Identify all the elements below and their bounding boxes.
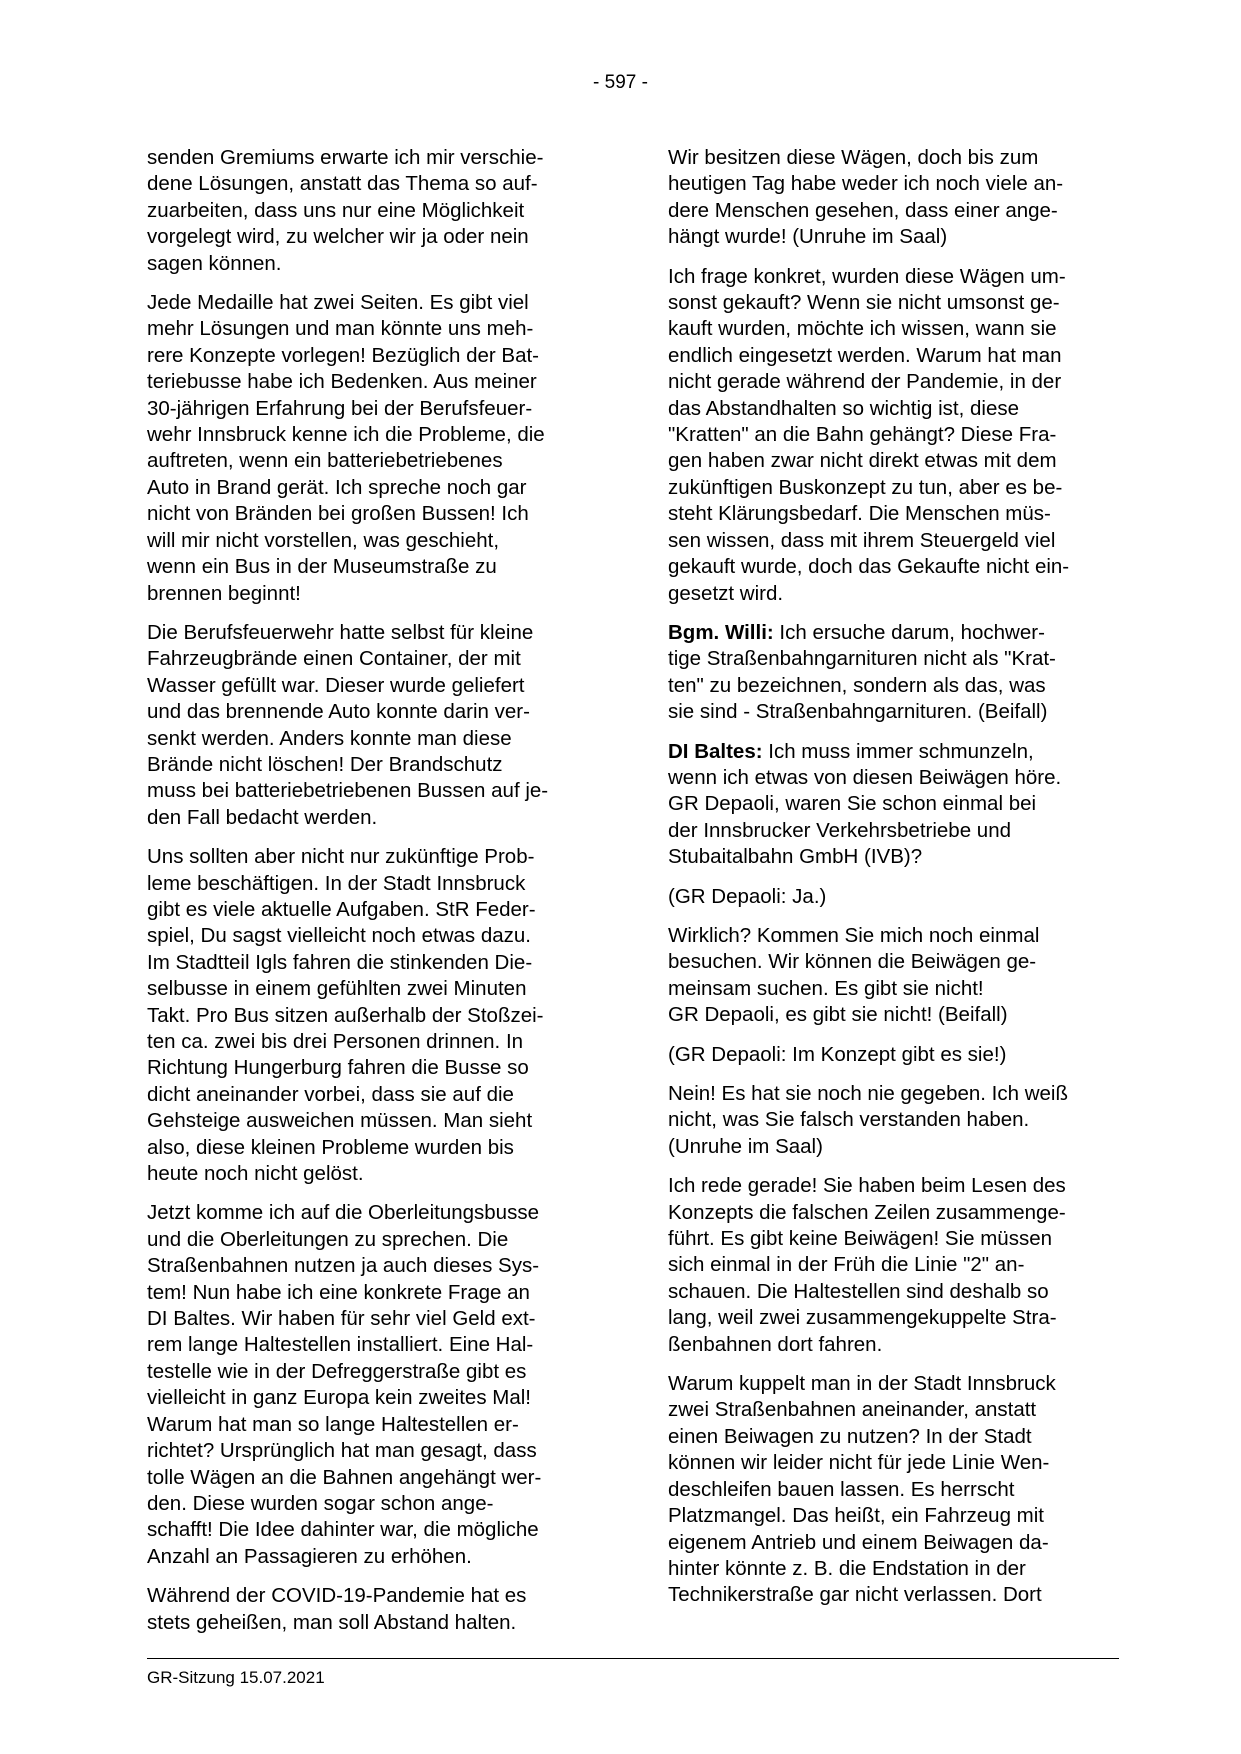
paragraph: [668, 1371, 1116, 1609]
paragraph: [668, 1173, 1116, 1358]
paragraph-text: Ich rede gerade! Sie haben beim Lesen des Konzepts die falschen Zeilen zusammenge- führt. Es gibt keine Beiwägen! Sie müssen sich einmal in der Früh die Linie "2" an- schauen. Die Haltestellen sind deshalb so lang, weil zwei zusammengekuppelte Stra- ßenbahnen dort fahren.: [668, 1174, 1066, 1356]
paragraph-text: (GR Depaoli: Im Konzept gibt es sie!): [668, 1042, 1007, 1066]
right-column: [668, 145, 1116, 1622]
paragraph-text: Ich muss immer schmunzeln, wenn ich etwas von diesen Beiwägen höre. GR Depaoli, waren Sie schon einmal bei der Innsbrucker Verkehrsbetriebe und Stubaitalbahn GmbH (IVB)?: [668, 739, 1062, 869]
footer-session-date: GR-Sitzung 15.07.2021: [147, 1668, 325, 1687]
paragraph: senden Gremiums erwarte ich mir verschie- dene Lösungen, anstatt das Thema so auf- zuarbeiten, dass uns nur eine Möglichkeit vorgelegt wird, zu welcher wir ja oder nein sagen können.: [147, 146, 544, 275]
paragraph-text: Warum kuppelt man in der Stadt Innsbruck zwei Straßenbahnen aneinander, anstatt einen Beiwagen zu nutzen? In der Stadt können wir leider nicht für jede Linie Wen- deschleifen bauen lassen. Es herrscht Platzmangel. Das heißt, ein Fahrzeug mit eigenem Antrieb und einem Beiwagen da- hinter könnte z. B. die Endstation in der Technikerstraße gar nicht verlassen. Dort: [668, 1372, 1056, 1607]
paragraph: [668, 145, 1116, 251]
paragraph: [668, 884, 1116, 910]
paragraph: Während der COVID-19-Pandemie hat es stets geheißen, man soll Abstand halten.: [147, 1584, 527, 1634]
paragraph-text: Wir besitzen diese Wägen, doch bis zum heutigen Tag habe weder ich noch viele an- dere Menschen gesehen, dass einer ange- hängt wurde! (Unruhe im Saal): [668, 146, 1064, 249]
paragraph: [668, 1042, 1116, 1068]
paragraph-text: Ich ersuche darum, hochwer- tige Straßenbahngarnituren nicht als "Krat- ten" zu bezeichnen, sondern als das, was sie sind - Straßenbahngarnituren. (Beifall): [668, 620, 1056, 724]
page-number: - 597 -: [593, 72, 648, 93]
paragraph: Jetzt komme ich auf die Oberleitungsbusse und die Oberleitungen zu sprechen. Die Straßenbahnen nutzen ja auch dieses Sys- tem! Nun habe ich eine konkrete Frage an DI Baltes. Wir haben für sehr viel Geld ext- rem lange Haltestellen installiert. Eine Hal- testelle wie in der Defreggerstraße gibt es vielleicht in ganz Europa kein zweites Mal! Warum hat man so lange Haltestellen er- richtet? Ursprünglich hat man gesagt, dass tolle Wägen an die Bahnen angehängt wer- den. Diese wurden sogar schon ange- schafft! Die Idee dahinter war, die mögliche Anzahl an Passagieren zu erhöhen.: [147, 1201, 542, 1568]
speaker-name: DI Baltes:: [668, 739, 763, 763]
footer-divider: [147, 1658, 1119, 1659]
paragraph: Die Berufsfeuerwehr hatte selbst für kleine Fahrzeugbrände einen Container, der mit Wasser gefüllt war. Dieser wurde geliefert und das brennende Auto konnte darin ver- senkt werden. Anders konnte man diese Brände nicht löschen! Der Brandschutz muss bei batteriebetriebenen Bussen auf je- den Fall bedacht werden.: [147, 620, 549, 829]
paragraph: [668, 620, 1116, 726]
paragraph-text: Wirklich? Kommen Sie mich noch einmal besuchen. Wir können die Beiwägen ge- meinsam suchen. Es gibt sie nicht! GR Depaoli, es gibt sie nicht! (Beifall): [668, 923, 1040, 1027]
speaker-name: Bgm. Willi:: [668, 620, 774, 644]
paragraph: [668, 739, 1116, 871]
paragraph: [668, 264, 1116, 607]
paragraph: Jede Medaille hat zwei Seiten. Es gibt viel mehr Lösungen und man könnte uns meh- rere Konzepte vorlegen! Bezüglich der Bat- teriebusse habe ich Bedenken. Aus meiner 30-jährigen Erfahrung bei der Berufsfeuer- wehr Innsbruck kenne ich die Probleme, die auftreten, wenn ein batteriebetriebenes Auto in Brand gerät. Ich spreche noch gar nicht von Bränden bei großen Bussen! Ich will mir nicht vorstellen, was geschieht, wenn ein Bus in der Museumstraße zu brennen beginnt!: [147, 291, 545, 605]
paragraph: [668, 1081, 1116, 1160]
paragraph-text: (GR Depaoli: Ja.): [668, 884, 827, 908]
paragraph-text: Ich frage konkret, wurden diese Wägen um- sonst gekauft? Wenn sie nicht umsonst ge- kauft wurden, möchte ich wissen, wann sie endlich eingesetzt werden. Warum hat man nicht gerade während der Pandemie, in der das Abstandhalten so wichtig ist, diese "Kratten" an die Bahn gehängt? Diese Fra- gen haben zwar nicht direkt etwas mit dem zukünftigen Buskonzept zu tun, aber es be- steht Klärungsbedarf. Die Menschen müs- sen wissen, dass mit ihrem Steuergeld viel gekauft wurde, doch das Gekaufte nicht ein- gesetzt wird.: [668, 264, 1070, 605]
paragraph: [668, 923, 1116, 1029]
left-column: [147, 145, 595, 1649]
paragraph-text: Nein! Es hat sie noch nie gegeben. Ich weiß nicht, was Sie falsch verstanden haben. (Unruhe im Saal): [668, 1082, 1068, 1158]
paragraph: Uns sollten aber nicht nur zukünftige Prob- leme beschäftigen. In der Stadt Innsbruck gibt es viele aktuelle Aufgaben. StR Feder- spiel, Du sagst vielleicht noch etwas dazu. Im Stadtteil Igls fahren die stinkenden Die- selbusse in einem gefühlten zwei Minuten Takt. Pro Bus sitzen außerhalb der Stoßzei- ten ca. zwei bis drei Personen drinnen. In Richtung Hungerburg fahren die Busse so dicht aneinander vorbei, dass sie auf die Gehsteige ausweichen müssen. Man sieht also, diese kleinen Probleme wurden bis heute noch nicht gelöst.: [147, 845, 544, 1186]
